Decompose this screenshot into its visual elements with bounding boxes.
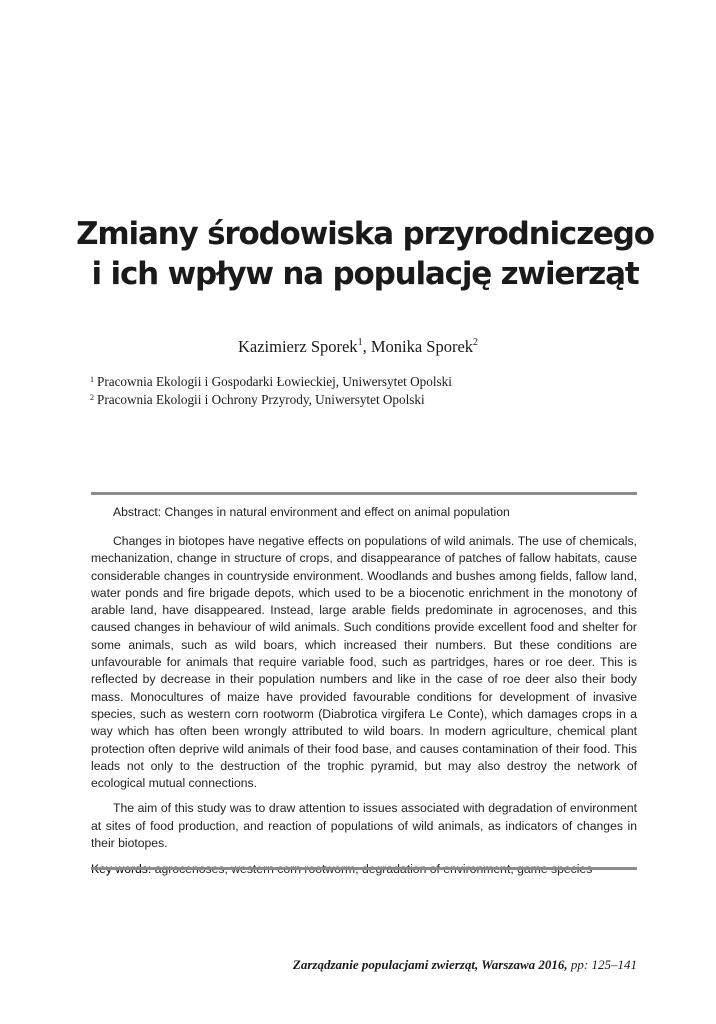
- author-affiliation-mark: 1: [357, 337, 363, 348]
- abstract-top-divider: [91, 492, 637, 495]
- abstract-section: [91, 505, 637, 878]
- affiliation-text: Pracownia Ekologii i Gospodarki Łowieckiej, Uniwersytet Opolski: [97, 374, 452, 389]
- author-affiliation-mark: 2: [473, 337, 479, 348]
- abstract-heading: Abstract: Changes in natural environment and effect on animal population: [113, 505, 510, 519]
- title-line-2: i ich wpływ na populację zwierząt: [91, 256, 639, 292]
- affiliation-item: [90, 373, 452, 391]
- author-list: [0, 337, 716, 357]
- affiliation-item: [90, 391, 452, 409]
- page-range: pp: 125–141: [570, 957, 637, 972]
- paper-title: [60, 214, 670, 294]
- affiliation-mark: 2: [90, 393, 94, 402]
- affiliation-text: Pracownia Ekologii i Ochrony Przyrody, Uniwersytet Opolski: [97, 392, 425, 407]
- abstract-bottom-divider: [91, 867, 637, 870]
- title-line-1: Zmiany środowiska przyrodniczego: [76, 216, 654, 252]
- journal-citation: [293, 957, 637, 973]
- affiliation-list: [90, 373, 452, 409]
- author-name: Monika Sporek: [370, 337, 474, 356]
- journal-name: Zarządzanie populacjami zwierząt, Warszawa 2016,: [292, 957, 568, 972]
- author-separator: ,: [362, 337, 371, 356]
- abstract-paragraph: The aim of this study was to draw attention to issues associated with degradation of environment at sites of food production, and reaction of populations of wild animals, as indicators of changes in their biotopes.: [91, 801, 637, 851]
- abstract-paragraph: Changes in biotopes have negative effects on populations of wild animals. The use of chemicals, mechanization, change in structure of crops, and disappearance of patches of fallow habitats, cause considerable changes in countryside environment. Woodlands and bushes among fields, fallow land, water ponds and fire brigade depots, which used to be a biocenotic enrichment in the monotony of arable land, have disappeared. Instead, large arable fields predominate in agrocenoses, and this caused changes in behaviour of wild animals. Such conditions provide excellent food and shelter for some animals, such as wild boars, which increased their numbers. But these conditions are unfavourable for animals that require variable food, such as partridges, hares or roe deer. This is reflected by decrease in their population numbers and like in the case of roe deer also their body mass. Monocultures of maize have provided favourable conditions for development of invasive species, such as western corn rootworm (Diabrotica virgifera Le Conte), which damages crops in a way which has often been wrongly attributed to wild boars. In modern agriculture, chemical plant protection often deprive wild animals of their food base, and causes contamination of their food. This leads not only to the destruction of the trophic pyramid, but may also destroy the network of ecological mutual connections.: [91, 534, 637, 791]
- author-name: Kazimierz Sporek: [237, 337, 358, 356]
- affiliation-mark: 1: [90, 375, 94, 384]
